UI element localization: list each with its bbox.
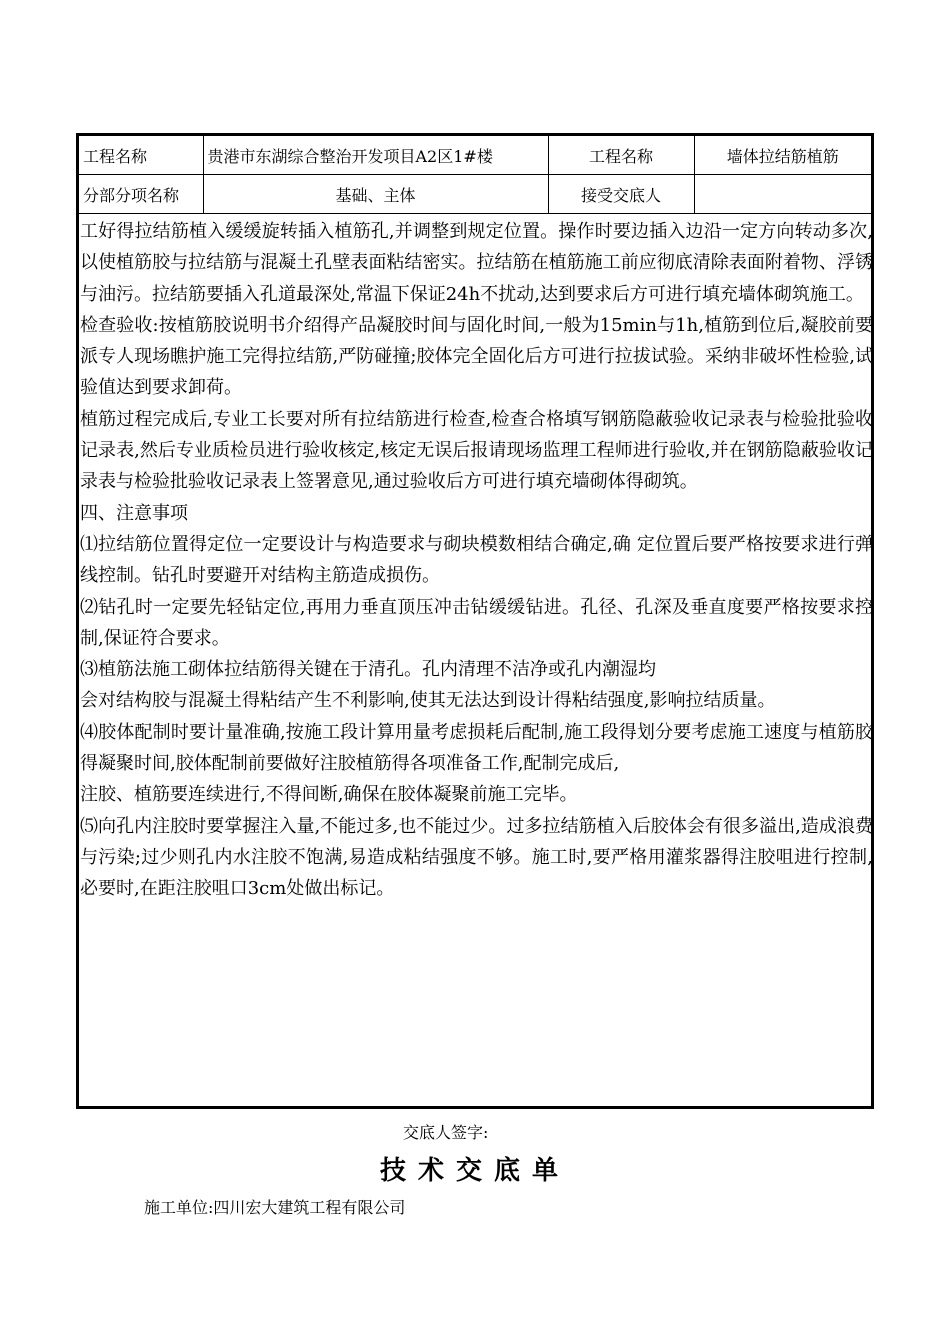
paragraph: ⑷胶体配制时要计量准确,按施工段计算用量考虑损耗后配制,施工段得划分要考虑施工速度与植筋胶得凝聚时间,胶体配制前要做好注胶植筋得各项准备工作,配制完成后, (80, 721, 873, 775)
paragraph: ⑸向孔内注胶时要掌握注入量,不能过多,也不能过少。过多拉结筋植入后胶体会有很多溢出,造成浪费与污染;过少则孔内水注胶不饱满,易造成粘结强度不够。施工时,要严格用灌浆器得注胶咀进行控制,必要时,在距注胶咀口3cm处做出标记。 (80, 815, 873, 900)
item-name-label: 工程名称 (548, 136, 694, 175)
paragraph: ⑴拉结筋位置得定位一定要设计与构造要求与砌块模数相结合确定,确 定位置后要严格按要求进行弹线控制。钻孔时要避开对结构主筋造成损伤。 (80, 533, 873, 587)
recipient-value (694, 175, 871, 214)
signature-label: 交底人签字: (403, 1123, 489, 1142)
document-title: 技术交底单 (379, 1156, 570, 1186)
paragraph: 会对结构胶与混凝土得粘结产生不利影响,使其无法达到设计得粘结强度,影响拉结质量。 (80, 690, 776, 712)
project-name-label: 工程名称 (79, 136, 203, 175)
item-name-value: 墙体拉结筋植筋 (694, 136, 871, 175)
paragraph: ⑶植筋法施工砌体拉结筋得关键在于清孔。孔内清理不洁净或孔内潮湿均 (80, 659, 656, 681)
paragraph: 植筋过程完成后,专业工长要对所有拉结筋进行检查,检查合格填写钢筋隐蔽验收记录表与检验批验收记录表,然后专业质检员进行验收核定,核定无误后报请现场监理工程师进行验收,并在钢筋隐蔽验收记录表与检验批验收记录表上签署意见,通过验收后方可进行填充墙砌体得砌筑。 (80, 408, 873, 493)
header-row-project (79, 136, 871, 175)
section-heading: 四、注意事项 (80, 502, 188, 524)
project-name-value: 贵港市东湖综合整治开发项目A2区1#楼 (203, 136, 548, 175)
division-label: 分部分项名称 (79, 175, 203, 214)
paragraph: 工好得拉结筋植入缓缓旋转插入植筋孔,并调整到规定位置。操作时要边插入边沿一定方向转动多次,以使植筋胶与拉结筋与混凝土孔壁表面粘结密实。拉结筋在植筋施工前应彻底清除表面附着物、浮锈与油污。拉结筋要插入孔道最深处,常温下保证24h不扰动,达到要求后方可进行填充墙体砌筑施工。 (80, 221, 873, 305)
paragraph: 检查验收:按植筋胶说明书介绍得产品凝胶时间与固化时间,一般为15min与1h,植筋到位后,凝胶前要派专人现场瞧护施工完得拉结筋,严防碰撞;胶体完全固化后方可进行拉拔试验。采纳非破坏性检验,试验值达到要求卸荷。 (80, 314, 873, 399)
disclosure-content (79, 216, 873, 905)
recipient-label: 接受交底人 (548, 175, 694, 214)
construction-unit: 施工单位:四川宏大建筑工程有限公司 (144, 1198, 406, 1217)
header-table (79, 136, 871, 214)
header-row-division (79, 175, 871, 214)
disclosure-form (76, 133, 874, 1109)
division-value: 基础、主体 (203, 175, 548, 214)
paragraph: ⑵钻孔时一定要先轻钻定位,再用力垂直顶压冲击钻缓缓钻进。孔径、孔深及垂直度要严格按要求控制,保证符合要求。 (80, 596, 873, 649)
paragraph: 注胶、植筋要连续进行,不得间断,确保在胶体凝聚前施工完毕。 (80, 784, 578, 806)
